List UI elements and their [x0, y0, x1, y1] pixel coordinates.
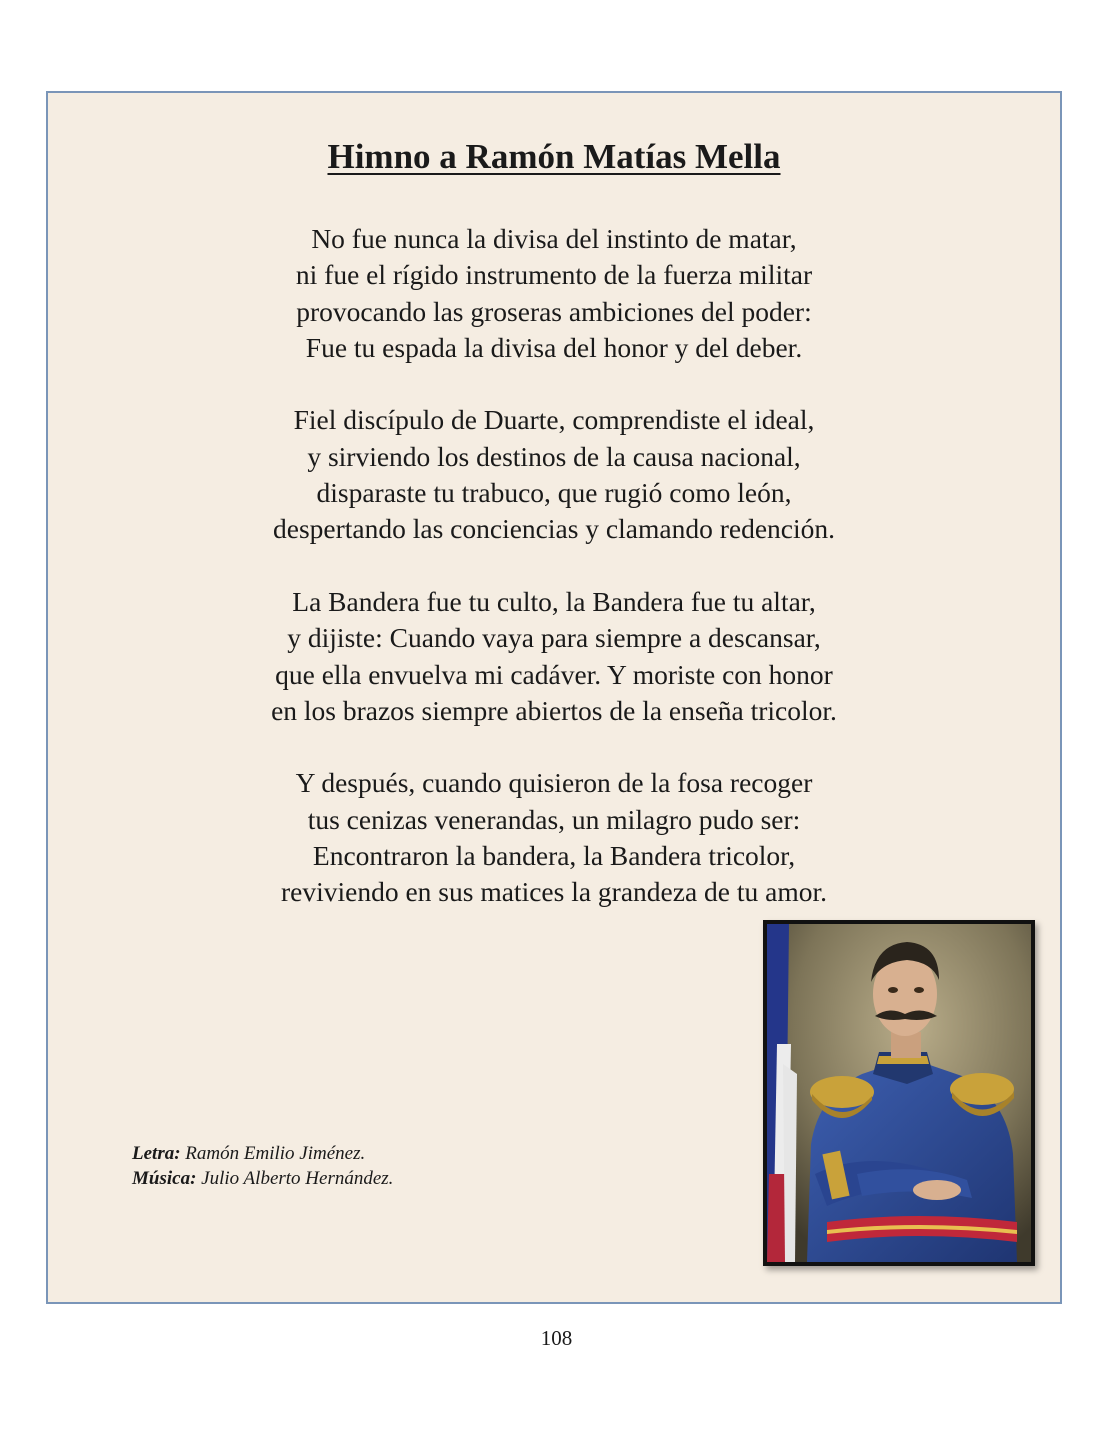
poem-line: y dijiste: Cuando vaya para siempre a descansar, — [287, 622, 821, 654]
poem-line: que ella envuelva mi cadáver. Y moriste con honor — [275, 658, 833, 690]
stanza — [48, 765, 1060, 910]
poem-line: y sirviendo los destinos de la causa nacional, — [307, 440, 801, 472]
poem-line: disparaste tu trabuco, que rugió como león, — [316, 477, 792, 509]
poem-line: provocando las groseras ambiciones del poder: — [296, 295, 812, 327]
poem-line: Y después, cuando quisieron de la fosa recoger — [295, 767, 813, 799]
poem-line: despertando las conciencias y clamando redención. — [273, 513, 835, 545]
poem-line: La Bandera fue tu culto, la Bandera fue tu altar, — [292, 585, 816, 617]
page-frame — [46, 91, 1062, 1304]
page-number: 108 — [540, 1326, 573, 1350]
poem — [48, 221, 1060, 947]
stanza — [48, 402, 1060, 547]
music-label: Música: — [132, 1168, 197, 1189]
music-author: Julio Alberto Hernández. — [201, 1168, 394, 1189]
lyrics-author: Ramón Emilio Jiménez. — [185, 1143, 366, 1164]
music-credit — [132, 1166, 393, 1191]
lyrics-label: Letra: — [132, 1143, 181, 1164]
stanza — [48, 221, 1060, 366]
poem-line: tus cenizas venerandas, un milagro pudo ser: — [307, 803, 801, 835]
portrait-image — [767, 924, 1031, 1262]
poem-line: No fue nunca la divisa del instinto de matar, — [311, 223, 797, 254]
poem-line: ni fue el rígido instrumento de la fuerza militar — [295, 259, 813, 291]
poem-line: Encontraron la bandera, la Bandera tricolor, — [312, 840, 796, 872]
stanza — [48, 584, 1060, 729]
lyrics-credit — [132, 1141, 393, 1166]
poem-line: en los brazos siempre abiertos de la enseña tricolor. — [271, 694, 837, 726]
hand — [913, 1180, 961, 1200]
portrait-frame — [763, 920, 1035, 1266]
poem-line: Fue tu espada la divisa del honor y del deber. — [305, 331, 803, 363]
poem-line: reviviendo en sus matices la grandeza de tu amor. — [281, 876, 827, 908]
page-title: Himno a Ramón Matías Mella — [327, 137, 781, 176]
credits — [132, 1141, 393, 1191]
poem-line: Fiel discípulo de Duarte, comprendiste el ideal, — [293, 404, 815, 436]
